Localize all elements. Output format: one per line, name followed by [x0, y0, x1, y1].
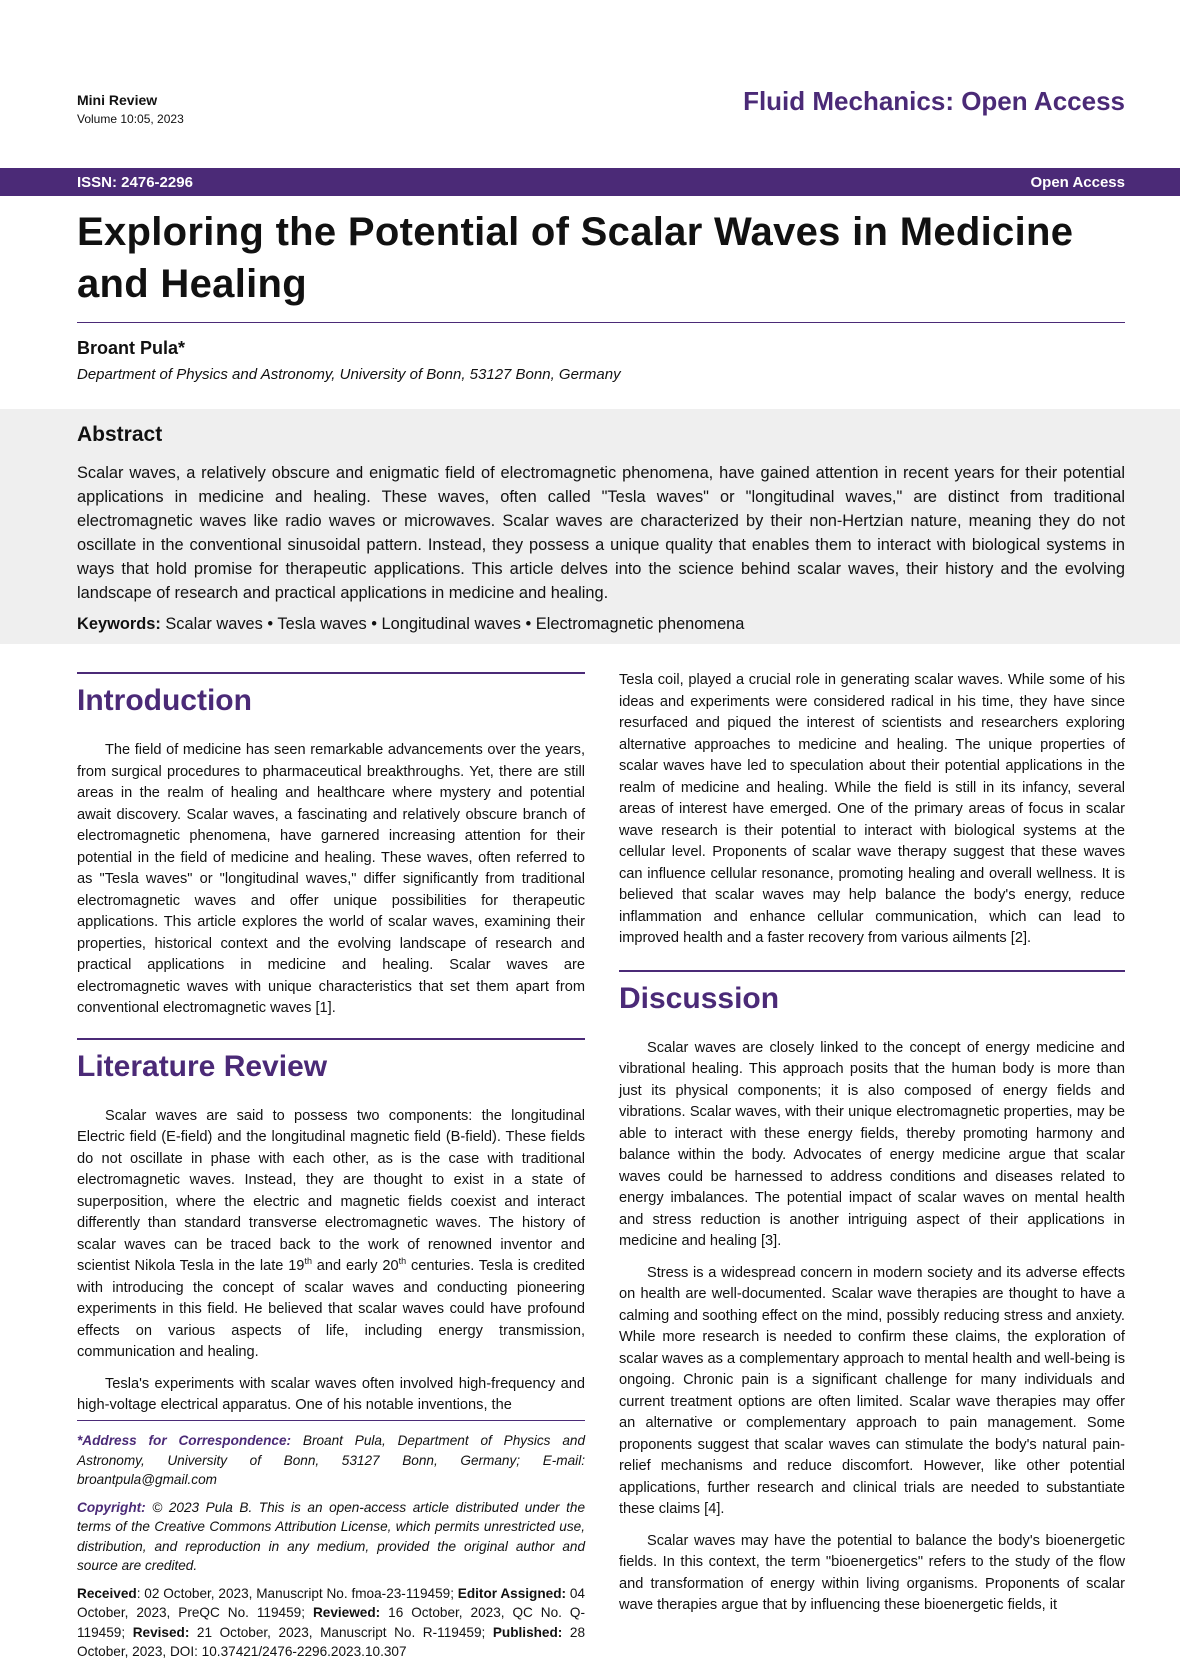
keywords-line: [77, 615, 744, 634]
copyright-notice: [77, 1498, 585, 1576]
literature-paragraph-1: [77, 1106, 585, 1364]
correspondence-address: [77, 1431, 585, 1490]
page-header: [77, 86, 1125, 126]
article-history: [77, 1584, 585, 1662]
editor-assigned-date: 04 October, 2023, PreQC No. 119459;: [77, 1585, 585, 1620]
section-divider: [77, 672, 585, 674]
received-label: Received: [77, 1585, 137, 1601]
title-divider: [77, 322, 1125, 323]
correspondence-label: *Address for Correspondence:: [77, 1433, 292, 1448]
journal-title: Fluid Mechanics: Open Access: [743, 86, 1125, 116]
literature-review-heading: Literature Review: [77, 1049, 328, 1083]
right-column: [619, 670, 1125, 1627]
superscript-th: th: [398, 1256, 407, 1267]
discussion-paragraph-2: Stress is a widespread concern in modern society and its adverse effects on health are well-documented. Scalar wave therapies are thought to have a calming and soothing effect on the mind, possibly reducing stress and anxiety. While more research is needed to confirm these claims, the exploration of scalar waves as a complementary approach to mental health and well-being is ongoing. Chronic pain is a significant challenge for many individuals and current treatment options are often limited. Scalar wave therapies may offer an alternative or complementary approach to pain management. Some proponents suggest that scalar waves can stimulate the body's natural pain-relief mechanisms and reduce discomfort. However, like other potential applications, further research and clinical trials are needed to substantiate these claims [4].: [619, 1264, 1125, 1517]
article-title: Exploring the Potential of Scalar Waves in Medicine and Healing: [77, 210, 1074, 306]
revised-date: 21 October, 2023, Manuscript No. R-119459;: [189, 1624, 493, 1640]
article-type: Mini Review: [77, 92, 158, 108]
introduction-heading: Introduction: [77, 684, 252, 717]
reviewed-date: 16 October, 2023, QC No. Q-119459;: [77, 1605, 585, 1640]
revised-label: Revised:: [132, 1624, 190, 1640]
published-date: 28 October, 2023, DOI: 10.37421/2476-2296.2023.10.307: [77, 1624, 585, 1659]
keywords-list: Scalar waves • Tesla waves • Longitudinal waves • Electromagnetic phenomena: [165, 615, 745, 633]
editor-assigned-label: Editor Assigned:: [457, 1585, 567, 1601]
volume-info: Volume 10:05, 2023: [77, 112, 184, 126]
correspondence-text: Broant Pula, Department of Physics and Astronomy, University of Bonn, 53127 Bonn, Germany; E-mail: broantpula@gmail.com: [77, 1433, 586, 1487]
author-affiliation: Department of Physics and Astronomy, University of Bonn, 53127 Bonn, Germany: [77, 366, 621, 383]
literature-text-b: and early 20: [311, 1258, 399, 1274]
received-date: : 02 October, 2023, Manuscript No. fmoa-23-119459;: [136, 1585, 458, 1601]
copyright-text: © 2023 Pula B. This is an open-access article distributed under the terms of the Creative Commons Attribution License, which permits unrestricted use, distribution, and reproduction in any medium, provided the original author and source are credited.: [77, 1499, 585, 1573]
introduction-paragraph: The field of medicine has seen remarkable advancements over the years, from surgical procedures to pharmaceutical breakthroughs. Yet, there are still areas in the realm of healing and healthcare where mystery and potential await discovery. Scalar waves, a fascinating and relatively obscure branch of electromagnetic phenomena, have garnered increasing attention for their potential in the field of medicine and healing. These waves, often referred to as "Tesla waves" or "longitudinal waves," differ significantly from traditional electromagnetic waves and offer unique possibilities for therapeutic applications. This article explores the world of scalar waves, examining their properties, historical context and the evolving landscape of research and practical applications in medicine and healing. Scalar waves are electromagnetic waves with unique characteristics that set them apart from conventional electromagnetic waves [1].: [77, 742, 585, 1016]
literature-paragraph-2: Tesla's experiments with scalar waves often involved high-frequency and high-voltage electrical apparatus. One of his notable inventions, the: [77, 1375, 585, 1413]
abstract-heading: Abstract: [77, 423, 163, 446]
discussion-paragraph-3: Scalar waves may have the potential to balance the body's bioenergetic fields. In this context, the term "bioenergetics" refers to the study of the flow and transformation of energy within living organisms. Proponents of scalar wave therapies argue that by influencing these bioenergetic fields, it: [619, 1532, 1125, 1613]
author-name: Broant Pula*: [77, 338, 186, 358]
correspondence-footer: [77, 1420, 585, 1670]
published-label: Published:: [492, 1624, 563, 1640]
continued-paragraph: Tesla coil, played a crucial role in generating scalar waves. While some of his ideas and experiments were considered radical in his time, they have since resurfaced and piqued the interest of scientists and researchers exploring alternative approaches to medicine and healing. The unique properties of scalar waves have led to speculation about their potential applications in the realm of medicine and healing. While the field is still in its infancy, several areas of interest have emerged. One of the primary areas of focus in scalar wave research is their potential to interact with biological systems at the cellular level. Proponents of scalar wave therapy suggest that these waves can influence cellular resonance, promoting healing and overall wellness. It is believed that scalar waves may help balance the body's energy, reduce inflammation and enhance cellular communication, which can lead to improved health and a faster recovery from various ailments [2].: [619, 672, 1125, 946]
left-column: [77, 672, 585, 1427]
abstract-section: [0, 409, 1180, 644]
literature-text-c: centuries. Tesla is credited with introducing the concept of scalar waves and conducting pioneering experiments in this field. He believed that scalar waves could have profound effects on various aspects of life, including energy transmission, communication and healing.: [77, 1258, 585, 1360]
issn-label: ISSN: 2476-2296: [77, 174, 193, 191]
discussion-heading: Discussion: [619, 981, 780, 1015]
section-divider: [619, 970, 1125, 972]
literature-text-a: Scalar waves are said to possess two components: the longitudinal Electric field (E-field) and the longitudinal magnetic field (B-field). These fields do not oscillate in phase with each other, as is the case with traditional electromagnetic waves. Instead, they are thought to exist in a state of superposition, where the electric and magnetic fields coexist and interact differently than standard transverse electromagnetic waves. The history of scalar waves can be traced back to the work of renowned inventor and scientist Nikola Tesla in the late 19: [77, 1107, 585, 1274]
discussion-paragraph-1: Scalar waves are closely linked to the concept of energy medicine and vibrational healing. This approach posits that the human body is more than just its physical components; it is also composed of energy fields and vibrations. Scalar waves, with their unique electromagnetic properties, may be able to interact with these energy fields, thereby promoting harmony and balance within the body. Advocates of energy medicine argue that scalar waves could be harnessed to address conditions and diseases related to energy imbalances. The potential impact of scalar waves on mental health and stress reduction is another intriguing aspect of their applications in medicine and healing [3].: [619, 1039, 1125, 1249]
keywords-label: Keywords:: [77, 615, 161, 633]
abstract-text: Scalar waves, a relatively obscure and enigmatic field of electromagnetic phenomena, have gained attention in recent years for their potential applications in medicine and healing. These waves, often called "Tesla waves" or "longitudinal waves," are distinct from traditional electromagnetic waves like radio waves or microwaves. Scalar waves are characterized by their non-Hertzian nature, meaning they do not oscillate in the conventional sinusoidal pattern. Instead, they possess a unique quality that enables them to interact with biological systems in ways that hold promise for therapeutic applications. This article delves into the science behind scalar waves, their history and the evolving landscape of research and practical applications in medicine and healing.: [77, 464, 1125, 602]
open-access-label: Open Access: [1030, 174, 1125, 191]
copyright-label: Copyright:: [77, 1499, 146, 1515]
reviewed-label: Reviewed:: [312, 1605, 381, 1620]
superscript-th: th: [304, 1256, 312, 1267]
section-divider: [77, 1038, 585, 1040]
issn-bar: [0, 168, 1180, 196]
